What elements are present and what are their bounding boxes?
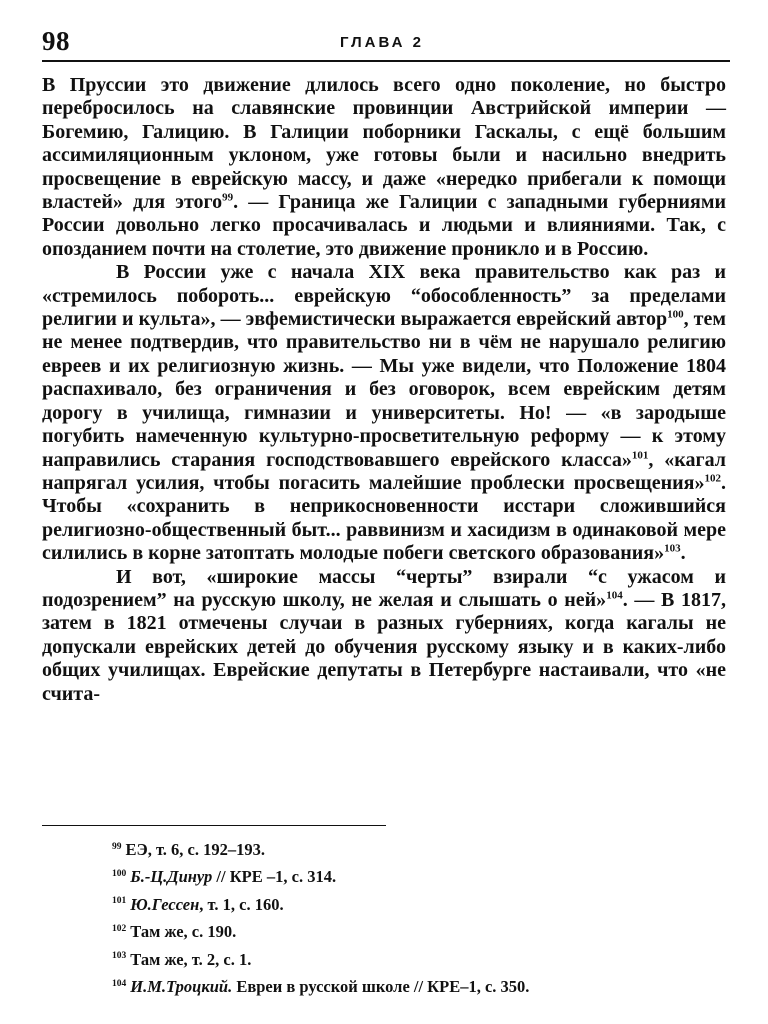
footnote-ref: 100 [667, 308, 684, 321]
footnote-ref: 104 [606, 589, 623, 602]
running-head: ГЛАВА 2 [340, 34, 424, 51]
footnote-ref: 101 [631, 448, 649, 461]
footnote-101 [112, 891, 732, 918]
footnote-ref: 102 [704, 472, 721, 485]
paragraph-2 [42, 261, 726, 565]
footnote-text: // КРЕ –1, с. 314. [212, 867, 337, 887]
footnote-number: 104 [112, 978, 127, 989]
footnote-ref: 99 [222, 191, 234, 204]
paragraph-1 [42, 74, 726, 261]
text-run: , «кагал напрягал усилия, чтобы погасить малейшие проблески просвещения» [42, 448, 726, 494]
footnote-ref: 103 [664, 542, 681, 555]
text-run: . [680, 542, 686, 565]
footnote-103 [112, 946, 732, 973]
footnote-number: 102 [112, 923, 127, 934]
footnote-rule [42, 825, 386, 826]
footnote-99 [112, 836, 732, 863]
footnote-text: , т. 1, с. 160. [199, 894, 284, 914]
text-run: , тем не менее подтвердив, что правительство ни в чём не нарушало религию евреев и их религиозную жизнь. — Мы уже видели, что Положение 1804 распахивало, без ограничения и без оговорок, всем еврейским детям дорогу в училища, гимназии и университеты. Но! — «в зародыше погубить намеченную культурно-просветительную реформу — к этому направились старания господствовавшего еврейского класса» [42, 308, 726, 471]
text-run: . Чтобы «сохранить в неприкосновенности исстари сложившийся религиозно-общественный быт... раввинизм и хасидизм в одинаковой мере силились в корне затоптать молодые побеги светского образования» [42, 471, 726, 565]
footnote-100 [112, 863, 732, 890]
footnote-number: 101 [112, 896, 127, 907]
footnote-104 [112, 973, 732, 1000]
footnote-text: ЕЭ, т. 6, с. 192–193. [125, 840, 266, 859]
text-run: В Пруссии это движение длилось всего одно поколение, но быстро перебросилось на славянские провинции Австрийской империи — Богемию, Галицию. В Галиции поборники Гаскалы, с ещё большим ассимиляционным уклоном, уже готовы были и насильно внедрить просвещение в еврейскую массу, и даже «нередко прибегали к помощи властей» для этого [42, 74, 726, 214]
footnote-number: 100 [112, 868, 127, 879]
footnote-102 [112, 918, 732, 945]
footnote-text: Там же, с. 190. [130, 922, 237, 942]
paragraph-3 [42, 566, 726, 706]
text-run: . — Граница же Галиции с западными губерниями России довольно легко просачивалась и людьми и влияниями. Так, с опозданием почти на столетие, это движение проникло и в Россию. [42, 191, 727, 260]
text-run: И вот, «широкие массы “черты” взирали “с ужасом и подозрением” на русскую школу, не желая и слышать о ней» [42, 565, 726, 611]
footnote-author: И.М.Троцкий. [130, 977, 233, 997]
page-number: 98 [42, 26, 70, 56]
footnotes [112, 836, 732, 1000]
footnote-number: 99 [112, 841, 122, 852]
footnote-text: Там же, т. 2, с. 1. [130, 949, 252, 969]
footnote-number: 103 [112, 951, 127, 962]
footnote-text: Евреи в русской школе // КРЕ–1, с. 350. [232, 977, 530, 997]
text-run: В России уже с начала XIX века правительство как раз и «стремилось побороть... еврейскую “обособленность” за пределами религии и культа», — эвфемистически выражается еврейский автор [42, 261, 726, 331]
footnote-author: Ю.Гессен [130, 894, 200, 914]
page-header [42, 26, 730, 60]
text-run: . — В 1817, затем в 1821 отмечены случаи в разных губерниях, когда кагалы не допускали еврейских детей до обучения русскому языку и в каких-либо общих училищах. Еврейские депутаты в Петербурге настаивали, что «не счита- [42, 588, 726, 705]
header-rule [42, 60, 730, 62]
footnote-author: Б.-Ц.Динур [130, 867, 213, 887]
main-text [42, 74, 726, 706]
